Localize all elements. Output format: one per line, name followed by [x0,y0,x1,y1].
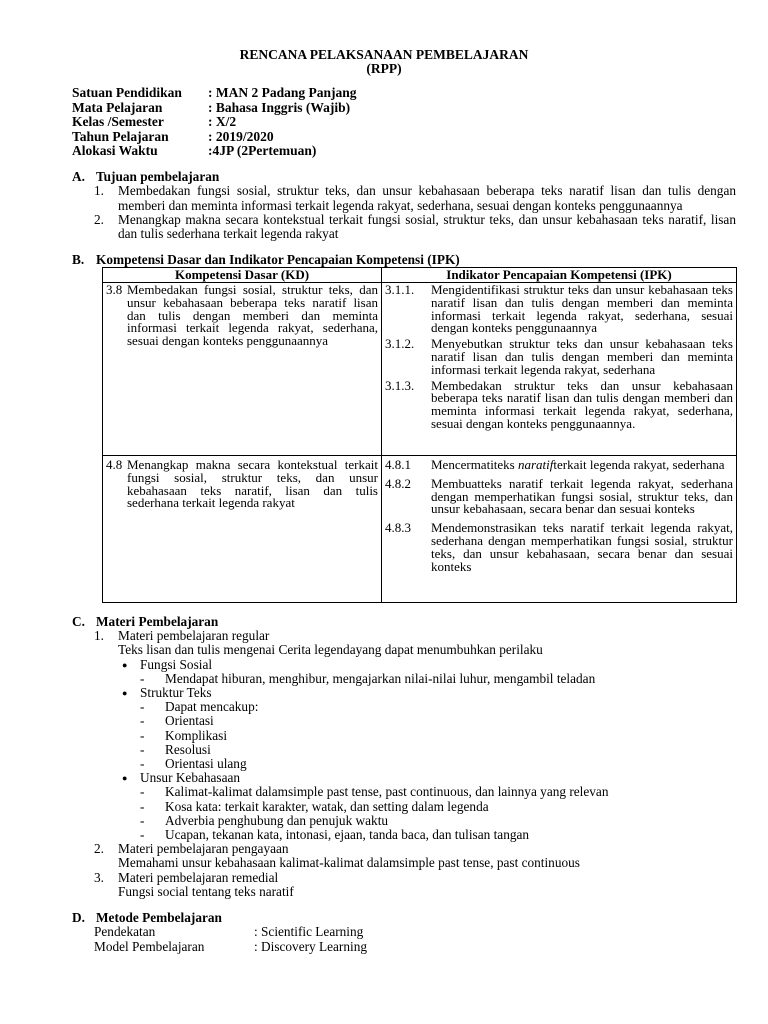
bullet-icon: ● [122,773,128,784]
table-header-row [103,268,737,283]
bullet-icon: ● [122,659,128,670]
ipk-item: 3.1.2. Menyebutkan struktur teks dan unsur kebahasaan teks naratif lisan dan tulis dengan memberi dan meminta informasi terkait legenda rakyat, sederhana [385,336,733,377]
list-item: - Resolusi [140,741,211,757]
document-subtitle: (RPP) [366,61,402,76]
section-tujuan [72,170,736,241]
list-item: - Kosa kata: terkait karakter, watak, dan setting dalam legenda [140,798,489,814]
section-c-heading: C. Materi Pembelajaran [72,614,219,629]
list-item: - Komplikasi [140,727,228,743]
ipk-item: 3.1.1. Mengidentifikasi struktur teks dan unsur kebahasaan teks naratif lisan dan tulis dengan memberi dan meminta informasi terkait legenda rakyat, sederhana, sesuai dengan konteks penggunaannya [385,282,733,336]
materi-item-3: 3. Materi pembelajaran remedial Fungsi social tentang teks naratif [94,869,294,899]
identity-row-alokasi: Alokasi Waktu :4JP (2Pertemuan) [72,143,317,158]
identity-row-satuan: Satuan Pendidikan : MAN 2 Padang Panjang [72,85,357,100]
metode-row-model: Model Pembelajaran : Discovery Learning [94,938,367,954]
list-item: - Dapat mencakup: [140,699,259,715]
identity-block [72,86,357,159]
materi-item-2: 2. Materi pembelajaran pengayaan Memahami unsur kebahasaan kalimat-kalimat dalamsimple past tense, past continuous [94,841,580,871]
materi-item-1: 1. Materi pembelajaran regular Teks lisan dan tulis mengenai Cerita legendayang dapat menumbuhkan perilaku ● Fungsi Sosial - Mendapat hiburan, menghibur, mengajarkan nilai-nilai luhur, mengambil teladan ● Struktur Teks - Dapat mencakup: - Orientasi - Komplikasi - Resolusi - Orientasi ulang ● Unsur Kebahasaan - Kalimat-kalimat dalamsimple past tense, past continuous, dan lainnya yang relevan - Kosa kata: terkait karakter, watak, dan setting dalam legenda - Adverbia penghubung dan penujuk waktu - Ucapan, tekanan kata, intonasi, ejaan, tanda baca, dan tulisan tangan [94,629,736,842]
ipk-item: 3.1.3. Membedakan struktur teks dan unsur kebahasaan beberapa teks naratif lisan dan tulis dengan memberi dan meminta informasi terkait legenda rakyat, sederhana, sesuai dengan konteks penggunaannya. [385,377,733,431]
column-header-kd: Kompetensi Dasar (KD) [103,268,382,283]
metode-row-pendekatan: Pendekatan : Scientific Learning [94,924,364,940]
ipk-item: 4.8.1 Mencermatiteks naratifterkait legenda rakyat, sederhana [385,457,725,472]
identity-row-mapel: Mata Pelajaran : Bahasa Inggris (Wajib) [72,99,351,115]
column-header-ipk: Indikator Pencapaian Kompetensi (IPK) [382,268,737,283]
section-d-heading: D. Metode Pembelajaran [72,910,222,925]
ipk-item: 4.8.2 Membuatteks naratif terkait legenda rakyat, sederhana dengan memperhatikan fungsi sosial, struktur teks, dan unsur kebahasaan, secara benar dan sesuai konteks [385,475,733,517]
table-row [103,456,737,603]
list-item: ● Struktur Teks [122,685,212,701]
list-item: - Ucapan, tekanan kata, intonasi, ejaan, tanda baca, dan tulisan tangan [140,827,530,843]
tujuan-item-1: 1. Membedakan fungsi sosial, struktur teks, dan unsur kebahasaan beberapa teks naratif lisan dan tulis dengan memberi dan meminta informasi terkait legenda rakyat, sederhana, sesuai dengan konteks penggunaannya [94,183,736,213]
list-item: - Orientasi [140,713,214,729]
kd-cell: 4.8 Menangkap makna secara kontekstual terkait fungsi sosial, struktur teks, dan unsur kebahasaan teks naratif, lisan dan tulis sederhana terkait legenda rakyat [106,457,378,511]
ipk-item: 4.8.3 Mendemonstrasikan teks naratif terkait legenda rakyat, sederhana dengan memperhatikan fungsi sosial, struktur teks, dan unsur kebahasaan, secara benar dan sesuai konteks [385,520,733,574]
identity-row-kelas: Kelas /Semester : X/2 [72,114,237,129]
list-item: - Orientasi ulang [140,756,247,772]
section-kompetensi [72,253,736,267]
kd-ipk-table [102,267,737,603]
list-item: - Kalimat-kalimat dalamsimple past tense, past continuous, dan lainnya yang relevan [140,784,609,800]
tujuan-item-2: 2. Menangkap makna secara kontekstual terkait fungsi sosial, struktur teks, dan unsur kebahasaan teks naratif, lisan dan tulis sederhana terkait legenda rakyat [94,211,736,242]
list-item: ● Unsur Kebahasaan [122,770,241,786]
section-metode [72,911,736,954]
document-title: RENCANA PELAKSANAAN PEMBELAJARAN [239,47,529,62]
bullet-icon: ● [122,688,128,699]
list-item: ● Fungsi Sosial [122,656,213,672]
section-materi [72,615,736,899]
list-item: - Mendapat hiburan, menghibur, mengajarkan nilai-nilai luhur, mengambil teladan [140,670,596,686]
section-a-heading: A. Tujuan pembelajaran [72,169,220,184]
identity-row-tahun: Tahun Pelajaran : 2019/2020 [72,128,274,144]
list-item: - Adverbia penghubung dan penujuk waktu [140,812,389,828]
section-b-heading: B. Kompetensi Dasar dan Indikator Pencapaian Kompetensi (IPK) [72,252,460,267]
table-row [103,283,737,456]
kd-cell: 3.8 Membedakan fungsi sosial, struktur teks, dan unsur kebahasaan beberapa teks naratif lisan dan tulis dengan memberi dan meminta informasi terkait legenda rakyat, sederhana, sesuai dengan konteks penggunaannya [106,282,378,349]
